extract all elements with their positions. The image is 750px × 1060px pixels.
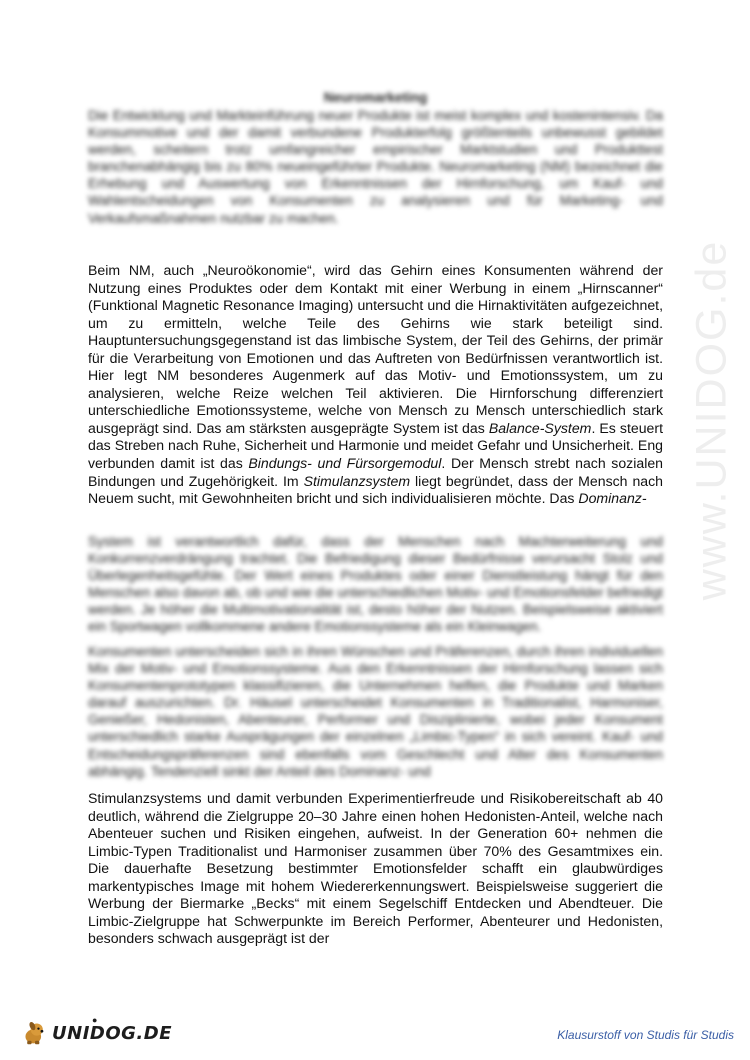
main-text-4: liegt begründet, dass der Mensch nach Neuem sucht, mit Gewohnheiten bricht und sich individualisieren möchte. Das <box>88 472 664 507</box>
document-title: Neuromarketing <box>323 90 428 105</box>
main-text-2: . Es steuert das Streben nach Ruhe, Sicherheit und Harmonie und meidet Gefahr und Unsicherheit. Eng verbunden damit ist das <box>88 419 664 472</box>
paw-icon: ● <box>92 1015 98 1025</box>
balance-system-term: Balance-System <box>488 419 592 436</box>
logo-text: UNIDOG.DE <box>52 1022 172 1044</box>
stimulanzsystem-term: Stimulanzsystem <box>303 472 411 489</box>
watermark: www.UNIDOG.de <box>687 239 736 601</box>
tail-paragraph: Stimulanzsystems und damit verbunden Experimentierfreude und Risikobereitschaft ab 40 deutlich, während die Zielgruppe 20–30 Jahre einen hohen Hedonisten-Anteil, welche nach Abenteuer suchen und Risiken eingehen, aufweist. In der Generation 60+ nehmen die Limbic-Typen Traditionalist und Harmoniser zusammen über 70% des Gesamtmixes ein. Die dauerhafte Besetzung bestimmter Emotionsfelder schafft ein glaubwürdiges markentypisches Image mit hohem Wiedererkennungswert. Beispielsweise suggeriert die Werbung der Biermarke „Becks“ mit einem Segelschiff Entdecken und Abendteuer. Die Limbic-Zielgruppe hat Schwerpunkte im Bereich Performer, Abenteurer und Hedonisten, besonders schwach ausgeprägt ist der <box>88 790 663 947</box>
dominanz-term: Dominanz- <box>578 490 647 507</box>
main-text-1: Beim NM, auch „Neuroökonomie“, wird das Gehirn eines Konsumenten während der Nutzung eines Produktes oder dem Kontakt mit einer Werbung in einem „Hirnscanner“ (Funktional Magnetic Resonance Imaging) untersucht und die Hirnaktivitäten aufgezeichnet, um zu ermitteln, welche Teile des Gehirns wie stark beteiligt sind. Hauptuntersuchungsgegenstand ist das limbische System, der Teil des Gehirns, der primär für die Verarbeitung von Emotionen und das Auftreten von Bedürfnissen verantwortlich ist. Hier legt NM besonderes Augenmerk auf das Motiv- und Emotionssystem, um zu analysieren, welche Reize welchen Teil aktivieren. Die Hirnforschung differenziert unterschiedliche Emotionssysteme, welche von Mensch zu Mensch unterschiedlich stark ausgeprägt sind. Das am stärksten ausgeprägte System ist das <box>88 262 663 436</box>
intro-paragraph: Die Entwicklung und Markteinführung neuer Produkte ist meist komplex und kostenintensiv. Da Konsummotive und der damit verbundene Produkterfolg größtenteils unbewusst gebildet werden, scheitern trotz umfangreicher empirischer Marktstudien und Produkttest branchenabhängig bis zu 80% neueingeführter Produkte. Neuromarketing (NM) bezeichnet die Erhebung und Auswertung von Erkenntnissen der Hirnforschung, um Kauf- und Wahlentscheidungen von Konsumenten zu analysieren und für Marketing- und Verkaufsmaßnahmen nutzbar zu machen. <box>88 108 663 226</box>
blurred-paragraph-2: System ist verantwortlich dafür, dass der Menschen nach Machterweiterung und Konkurrenzverdrängung trachtet. Die Befriedigung dieser Bedürfnisse verursacht Stolz und Überlegenheitsgefühle. Der Wert eines Produktes oder einer Dienstleistung hängt für den Menschen also davon ab, ob und wie die unterschiedlichen Motiv- und Emotionsfelder befriedigt werden. Je höher die Multimotivationalität ist, desto höher der Nutzen. Beispielsweise aktiviert ein Sportwagen vollkommene andere Emotionssysteme als ein Kleinwagen. <box>88 534 663 635</box>
bindungs-modul-term: Bindungs- und Fürsorgemodul <box>248 455 442 472</box>
blurred-paragraph-3: Konsumenten unterscheiden sich in ihren Wünschen und Präferenzen, durch ihren individuellen Mix der Motiv- und Emotionssysteme. Aus den Erkenntnissen der Hirnforschung lassen sich Konsumentenprototypen klassifizieren, die Unternehmen helfen, die Produkte und Marken darauf auszurichten. Dr. Häusel unterscheidet Konsumenten in Traditionalist, Harmoniser, Genießer, Hedonisten, Abenteurer, Performer und Disziplinierte, wobei jeder Konsument unterschiedlich starke Ausprägungen der einzelnen „Limbic-Typen“ in sich vereint. Kauf- und Entscheidungspräferenzen sind ebenfalls vom Geschlecht und Alter des Konsumenten abhängig. Tendenziell sinkt der Anteil des Dominanz- und <box>88 644 663 779</box>
main-paragraph <box>88 262 663 508</box>
footer-tagline: Klausurstoff von Studis für Studis <box>557 1028 734 1042</box>
dog-mascot-icon <box>22 1018 48 1048</box>
main-text-3: . Der Mensch strebt nach sozialen Bindungen und Zugehörigkeit. Im <box>88 455 664 489</box>
unidog-logo[interactable] <box>22 1013 172 1053</box>
